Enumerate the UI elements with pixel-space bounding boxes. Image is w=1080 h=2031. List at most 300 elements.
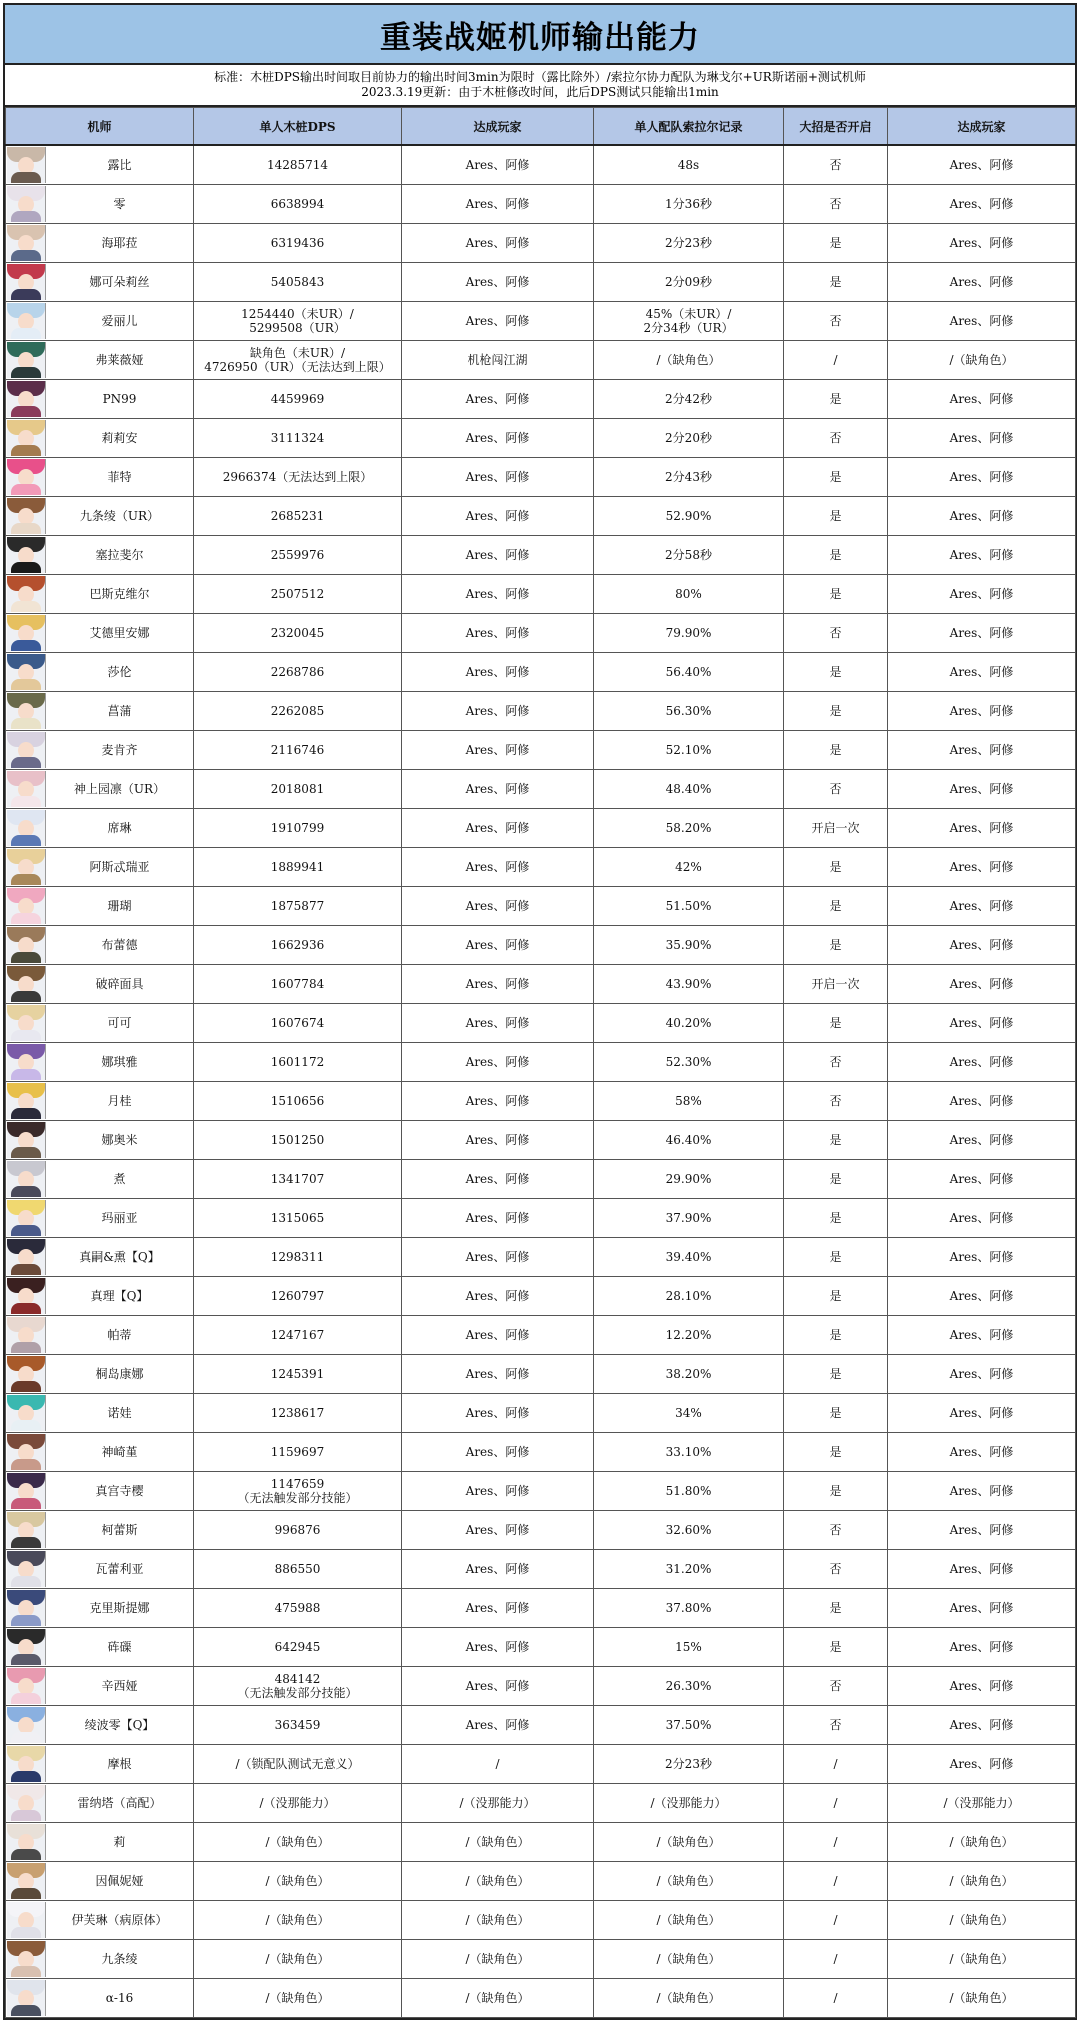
ult-cell: 是 [784, 575, 888, 614]
pilot-cell [6, 1706, 194, 1745]
solar-record-cell: 2分58秒 [594, 536, 784, 575]
solar-record-cell: 37.80% [594, 1589, 784, 1628]
player-cell-2: Ares、阿修 [888, 1511, 1076, 1550]
player-cell: Ares、阿修 [402, 1004, 594, 1043]
ult-cell: 是 [784, 1160, 888, 1199]
table-row [6, 809, 1076, 848]
pilot-name: 摩根 [107, 1757, 132, 1771]
pilot-name: 辛西娅 [101, 1679, 138, 1693]
dps-cell: 1510656 [194, 1082, 402, 1121]
player-cell: Ares、阿修 [402, 1706, 594, 1745]
pilot-avatar [7, 420, 46, 456]
dps-cell: 1238617 [194, 1394, 402, 1433]
player-cell: Ares、阿修 [402, 419, 594, 458]
player-cell-2: Ares、阿修 [888, 575, 1076, 614]
avatar-outfit [11, 952, 41, 963]
pilot-avatar [7, 1239, 46, 1275]
player-cell: Ares、阿修 [402, 926, 594, 965]
pilot-cell [6, 224, 194, 263]
dps-cell: 14285714 [194, 145, 402, 185]
ult-cell: 是 [784, 536, 888, 575]
pilot-cell [6, 575, 194, 614]
solar-record-cell: 32.60% [594, 1511, 784, 1550]
pilot-cell [6, 1979, 194, 2018]
table-row [6, 1472, 1076, 1511]
pilot-avatar [7, 1083, 46, 1119]
avatar-outfit [11, 1381, 41, 1392]
player-cell: Ares、阿修 [402, 1667, 594, 1706]
pilot-cell [6, 653, 194, 692]
pilot-name: 露比 [107, 158, 132, 172]
table-row [6, 263, 1076, 302]
header-player: 达成玩家 [402, 108, 594, 146]
pilot-name: 布蕾德 [101, 938, 138, 952]
player-cell: Ares、阿修 [402, 185, 594, 224]
solar-record-cell: 80% [594, 575, 784, 614]
ult-cell: 是 [784, 458, 888, 497]
pilot-name: 伊芙琳（病原体） [71, 1913, 168, 1927]
player-cell: Ares、阿修 [402, 614, 594, 653]
dps-cell: 2018081 [194, 770, 402, 809]
dps-cell: 2268786 [194, 653, 402, 692]
solar-record-cell: 2分23秒 [594, 224, 784, 263]
pilot-name: 可可 [107, 1016, 132, 1030]
pilot-avatar [7, 693, 46, 729]
pilot-name: 莉 [113, 1835, 126, 1849]
avatar-outfit [11, 718, 41, 729]
pilot-avatar [7, 888, 46, 924]
pilot-cell [6, 263, 194, 302]
player-cell: /（没那能力） [402, 1784, 594, 1823]
solar-record-cell: 43.90% [594, 965, 784, 1004]
player-cell-2: /（缺角色） [888, 1901, 1076, 1940]
player-cell-2: Ares、阿修 [888, 1082, 1076, 1121]
pilot-cell [6, 1511, 194, 1550]
ult-cell: / [784, 1784, 888, 1823]
avatar-outfit [11, 406, 41, 417]
header-ult: 大招是否开启 [784, 108, 888, 146]
player-cell: /（缺角色） [402, 1823, 594, 1862]
ult-cell: 是 [784, 263, 888, 302]
avatar-outfit [11, 1810, 41, 1821]
ult-cell: 否 [784, 770, 888, 809]
ult-cell: 否 [784, 1082, 888, 1121]
dps-cell: 5405843 [194, 263, 402, 302]
pilot-avatar [7, 615, 46, 651]
pilot-name: 帕蒂 [107, 1328, 132, 1342]
dps-cell: 3111324 [194, 419, 402, 458]
pilot-name: 煮 [113, 1172, 126, 1186]
solar-record-cell: 26.30% [594, 1667, 784, 1706]
player-cell-2: Ares、阿修 [888, 965, 1076, 1004]
dps-cell: 2116746 [194, 731, 402, 770]
solar-record-cell: /（缺角色） [594, 341, 784, 380]
dps-cell: 1341707 [194, 1160, 402, 1199]
ult-cell: 是 [784, 1433, 888, 1472]
player-cell-2: /（缺角色） [888, 1862, 1076, 1901]
player-cell-2: Ares、阿修 [888, 145, 1076, 185]
player-cell: Ares、阿修 [402, 1433, 594, 1472]
player-cell-2: Ares、阿修 [888, 1706, 1076, 1745]
table-row [6, 341, 1076, 380]
pilot-avatar [7, 1707, 46, 1743]
dps-cell: /（锁配队测试无意义） [194, 1745, 402, 1784]
dps-cell: 1254440（未UR）/ 5299508（UR） [194, 302, 402, 341]
pilot-name: 弗莱薇娅 [95, 353, 144, 367]
player-cell: Ares、阿修 [402, 497, 594, 536]
avatar-outfit [11, 250, 41, 261]
player-cell-2: Ares、阿修 [888, 1550, 1076, 1589]
pilot-avatar [7, 927, 46, 963]
player-cell: Ares、阿修 [402, 1355, 594, 1394]
solar-record-cell: 42% [594, 848, 784, 887]
pilot-cell [6, 1394, 194, 1433]
header-dps: 单人木桩DPS [194, 108, 402, 146]
ult-cell: 否 [784, 1706, 888, 1745]
ult-cell: 是 [784, 731, 888, 770]
pilot-cell [6, 1823, 194, 1862]
pilot-name: 雷纳塔（高配） [77, 1796, 162, 1810]
table-row [6, 1082, 1076, 1121]
player-cell: /（缺角色） [402, 1979, 594, 2018]
page-title: 重装战姬机师输出能力 [5, 5, 1075, 65]
table-row [6, 1862, 1076, 1901]
pilot-avatar [7, 342, 46, 378]
table-row [6, 965, 1076, 1004]
player-cell-2: Ares、阿修 [888, 887, 1076, 926]
player-cell: Ares、阿修 [402, 458, 594, 497]
pilot-cell [6, 1355, 194, 1394]
player-cell-2: Ares、阿修 [888, 653, 1076, 692]
player-cell: Ares、阿修 [402, 731, 594, 770]
header-row [6, 108, 1076, 146]
dps-cell: 886550 [194, 1550, 402, 1589]
note-line: 标准：木桩DPS输出时间取目前协力的输出时间3min为限时（露比除外）/索拉尔协力配队为琳戈尔+UR斯诺丽+测试机师 [214, 70, 866, 84]
ult-cell: 否 [784, 1667, 888, 1706]
pilot-cell [6, 302, 194, 341]
player-cell-2: /（缺角色） [888, 1979, 1076, 2018]
ult-cell: 是 [784, 887, 888, 926]
pilot-cell [6, 1277, 194, 1316]
pilot-avatar [7, 849, 46, 885]
solar-record-cell: 2分09秒 [594, 263, 784, 302]
avatar-outfit [11, 1732, 41, 1743]
dps-cell: 1147659 （无法触发部分技能） [194, 1472, 402, 1511]
avatar-outfit [11, 601, 41, 612]
pilot-cell [6, 536, 194, 575]
dps-cell: 996876 [194, 1511, 402, 1550]
dps-cell: 642945 [194, 1628, 402, 1667]
player-cell-2: Ares、阿修 [888, 380, 1076, 419]
ult-cell: 是 [784, 1355, 888, 1394]
table-row [6, 1706, 1076, 1745]
ult-cell: 开启一次 [784, 965, 888, 1004]
ult-cell: / [784, 1940, 888, 1979]
pilot-name: 菲特 [107, 470, 132, 484]
dps-table [5, 107, 1076, 2018]
pilot-cell [6, 1082, 194, 1121]
table-row [6, 1589, 1076, 1628]
player-cell-2: Ares、阿修 [888, 224, 1076, 263]
avatar-outfit [11, 1966, 41, 1977]
table-row [6, 1511, 1076, 1550]
pilot-name: 零 [113, 197, 126, 211]
ult-cell: 否 [784, 145, 888, 185]
pilot-avatar [7, 1356, 46, 1392]
dps-cell: /（缺角色） [194, 1901, 402, 1940]
ult-cell: 是 [784, 1277, 888, 1316]
pilot-cell [6, 848, 194, 887]
solar-record-cell: 2分42秒 [594, 380, 784, 419]
player-cell: / [402, 1745, 594, 1784]
avatar-outfit [11, 1420, 41, 1431]
player-cell-2: Ares、阿修 [888, 926, 1076, 965]
player-cell-2: Ares、阿修 [888, 1745, 1076, 1784]
player-cell-2: Ares、阿修 [888, 1589, 1076, 1628]
ult-cell: 是 [784, 848, 888, 887]
pilot-avatar [7, 1902, 46, 1938]
table-row [6, 887, 1076, 926]
avatar-outfit [11, 1537, 41, 1548]
player-cell: Ares、阿修 [402, 1316, 594, 1355]
dps-cell: 1875877 [194, 887, 402, 926]
avatar-outfit [11, 211, 41, 222]
pilot-avatar [7, 1317, 46, 1353]
solar-record-cell: 39.40% [594, 1238, 784, 1277]
pilot-avatar [7, 810, 46, 846]
ult-cell: / [784, 341, 888, 380]
avatar-outfit [11, 1771, 41, 1782]
pilot-avatar [7, 1551, 46, 1587]
pilot-avatar [7, 303, 46, 339]
solar-record-cell: 52.90% [594, 497, 784, 536]
pilot-cell [6, 497, 194, 536]
ult-cell: / [784, 1979, 888, 2018]
table-row [6, 302, 1076, 341]
pilot-avatar [7, 498, 46, 534]
pilot-cell [6, 1238, 194, 1277]
pilot-name: 绫波零【Q】 [84, 1718, 155, 1732]
avatar-outfit [11, 1927, 41, 1938]
ult-cell: 否 [784, 185, 888, 224]
player-cell: Ares、阿修 [402, 1238, 594, 1277]
table-row [6, 145, 1076, 185]
table-row [6, 1940, 1076, 1979]
pilot-name: α-16 [105, 1991, 134, 2005]
solar-record-cell: 31.20% [594, 1550, 784, 1589]
avatar-outfit [11, 484, 41, 495]
ult-cell: 否 [784, 302, 888, 341]
pilot-cell [6, 1550, 194, 1589]
player-cell: Ares、阿修 [402, 224, 594, 263]
dps-cell: /（缺角色） [194, 1940, 402, 1979]
table-row [6, 731, 1076, 770]
pilot-cell [6, 1784, 194, 1823]
pilot-avatar [7, 1590, 46, 1626]
ult-cell: 是 [784, 1004, 888, 1043]
pilot-name: 莎伦 [107, 665, 132, 679]
pilot-name: 莉莉安 [101, 431, 138, 445]
solar-record-cell: 12.20% [594, 1316, 784, 1355]
ult-cell: 开启一次 [784, 809, 888, 848]
pilot-cell [6, 614, 194, 653]
pilot-avatar [7, 1785, 46, 1821]
pilot-cell [6, 1316, 194, 1355]
pilot-name: 神崎堇 [101, 1445, 138, 1459]
ult-cell: / [784, 1862, 888, 1901]
pilot-avatar [7, 186, 46, 222]
avatar-outfit [11, 640, 41, 651]
ult-cell: / [784, 1823, 888, 1862]
player-cell-2: Ares、阿修 [888, 1628, 1076, 1667]
avatar-outfit [11, 289, 41, 300]
solar-record-cell: 37.90% [594, 1199, 784, 1238]
ult-cell: 是 [784, 1316, 888, 1355]
avatar-outfit [11, 1030, 41, 1041]
pilot-avatar [7, 1473, 46, 1509]
ult-cell: 是 [784, 1394, 888, 1433]
dps-cell: 1247167 [194, 1316, 402, 1355]
player-cell: Ares、阿修 [402, 1160, 594, 1199]
pilot-cell [6, 1745, 194, 1784]
pilot-cell [6, 1589, 194, 1628]
pilot-cell [6, 341, 194, 380]
player-cell-2: Ares、阿修 [888, 302, 1076, 341]
pilot-cell [6, 809, 194, 848]
player-cell: 机枪闯江湖 [402, 341, 594, 380]
dps-cell: 1889941 [194, 848, 402, 887]
pilot-name: 九条绫（UR） [79, 509, 160, 523]
pilot-avatar [7, 1278, 46, 1314]
pilot-cell [6, 185, 194, 224]
player-cell-2: Ares、阿修 [888, 458, 1076, 497]
dps-cell: 2507512 [194, 575, 402, 614]
dps-cell: /（缺角色） [194, 1979, 402, 2018]
avatar-outfit [11, 1576, 41, 1587]
pilot-avatar [7, 381, 46, 417]
ult-cell: 否 [784, 614, 888, 653]
pilot-avatar [7, 1044, 46, 1080]
table-row [6, 185, 1076, 224]
player-cell-2: Ares、阿修 [888, 1316, 1076, 1355]
table-row [6, 1316, 1076, 1355]
table-row [6, 692, 1076, 731]
pilot-name: 玛丽亚 [101, 1211, 138, 1225]
avatar-outfit [11, 835, 41, 846]
dps-cell: 6638994 [194, 185, 402, 224]
avatar-outfit [11, 1147, 41, 1158]
solar-record-cell: 29.90% [594, 1160, 784, 1199]
player-cell-2: Ares、阿修 [888, 1238, 1076, 1277]
avatar-outfit [11, 1459, 41, 1470]
pilot-cell [6, 731, 194, 770]
table-row [6, 1433, 1076, 1472]
dps-cell: /（没那能力） [194, 1784, 402, 1823]
pilot-name: 诺娃 [107, 1406, 132, 1420]
player-cell: Ares、阿修 [402, 692, 594, 731]
table-row [6, 536, 1076, 575]
table-row [6, 380, 1076, 419]
dps-cell: 4459969 [194, 380, 402, 419]
player-cell: Ares、阿修 [402, 848, 594, 887]
table-row [6, 1628, 1076, 1667]
pilot-name: PN99 [102, 392, 137, 406]
player-cell: Ares、阿修 [402, 1550, 594, 1589]
pilot-avatar [7, 576, 46, 612]
dps-cell: 484142 （无法触发部分技能） [194, 1667, 402, 1706]
ult-cell: 是 [784, 692, 888, 731]
player-cell: Ares、阿修 [402, 575, 594, 614]
pilot-avatar [7, 1863, 46, 1899]
table-row [6, 224, 1076, 263]
pilot-avatar [7, 1395, 46, 1431]
table-row [6, 614, 1076, 653]
table-row [6, 1784, 1076, 1823]
pilot-avatar [7, 1746, 46, 1782]
solar-record-cell: 40.20% [594, 1004, 784, 1043]
solar-record-cell: 37.50% [594, 1706, 784, 1745]
pilot-cell [6, 1472, 194, 1511]
player-cell-2: Ares、阿修 [888, 692, 1076, 731]
solar-record-cell: 58% [594, 1082, 784, 1121]
pilot-avatar [7, 1005, 46, 1041]
avatar-outfit [11, 1303, 41, 1314]
avatar-outfit [11, 2005, 41, 2016]
pilot-avatar [7, 1434, 46, 1470]
pilot-cell [6, 1043, 194, 1082]
solar-record-cell: 51.50% [594, 887, 784, 926]
pilot-name: 菖蒲 [107, 704, 132, 718]
dps-cell: 363459 [194, 1706, 402, 1745]
solar-record-cell: 52.10% [594, 731, 784, 770]
avatar-outfit [11, 991, 41, 1002]
avatar-outfit [11, 1069, 41, 1080]
player-cell-2: Ares、阿修 [888, 1004, 1076, 1043]
solar-record-cell: 48.40% [594, 770, 784, 809]
player-cell-2: Ares、阿修 [888, 536, 1076, 575]
pilot-name: 柯蕾斯 [101, 1523, 138, 1537]
player-cell: Ares、阿修 [402, 1082, 594, 1121]
player-cell: Ares、阿修 [402, 380, 594, 419]
pilot-avatar [7, 1824, 46, 1860]
pilot-cell [6, 380, 194, 419]
dps-cell: 1159697 [194, 1433, 402, 1472]
dps-cell: 1601172 [194, 1043, 402, 1082]
pilot-name: 席琳 [107, 821, 132, 835]
table-row [6, 1238, 1076, 1277]
solar-record-cell: 51.80% [594, 1472, 784, 1511]
pilot-avatar [7, 1512, 46, 1548]
solar-record-cell: 46.40% [594, 1121, 784, 1160]
pilot-cell [6, 1121, 194, 1160]
dps-cell: 2966374（无法达到上限） [194, 458, 402, 497]
solar-record-cell: 52.30% [594, 1043, 784, 1082]
table-row [6, 1121, 1076, 1160]
pilot-cell [6, 419, 194, 458]
pilot-name: 真理【Q】 [90, 1289, 149, 1303]
table-row [6, 1745, 1076, 1784]
table-row [6, 653, 1076, 692]
ult-cell: 是 [784, 653, 888, 692]
avatar-outfit [11, 562, 41, 573]
avatar-outfit [11, 1654, 41, 1665]
player-cell: Ares、阿修 [402, 809, 594, 848]
solar-record-cell: /（缺角色） [594, 1940, 784, 1979]
pilot-cell [6, 692, 194, 731]
pilot-avatar [7, 147, 46, 183]
pilot-name: 因佩妮娅 [95, 1874, 144, 1888]
dps-cell: 475988 [194, 1589, 402, 1628]
